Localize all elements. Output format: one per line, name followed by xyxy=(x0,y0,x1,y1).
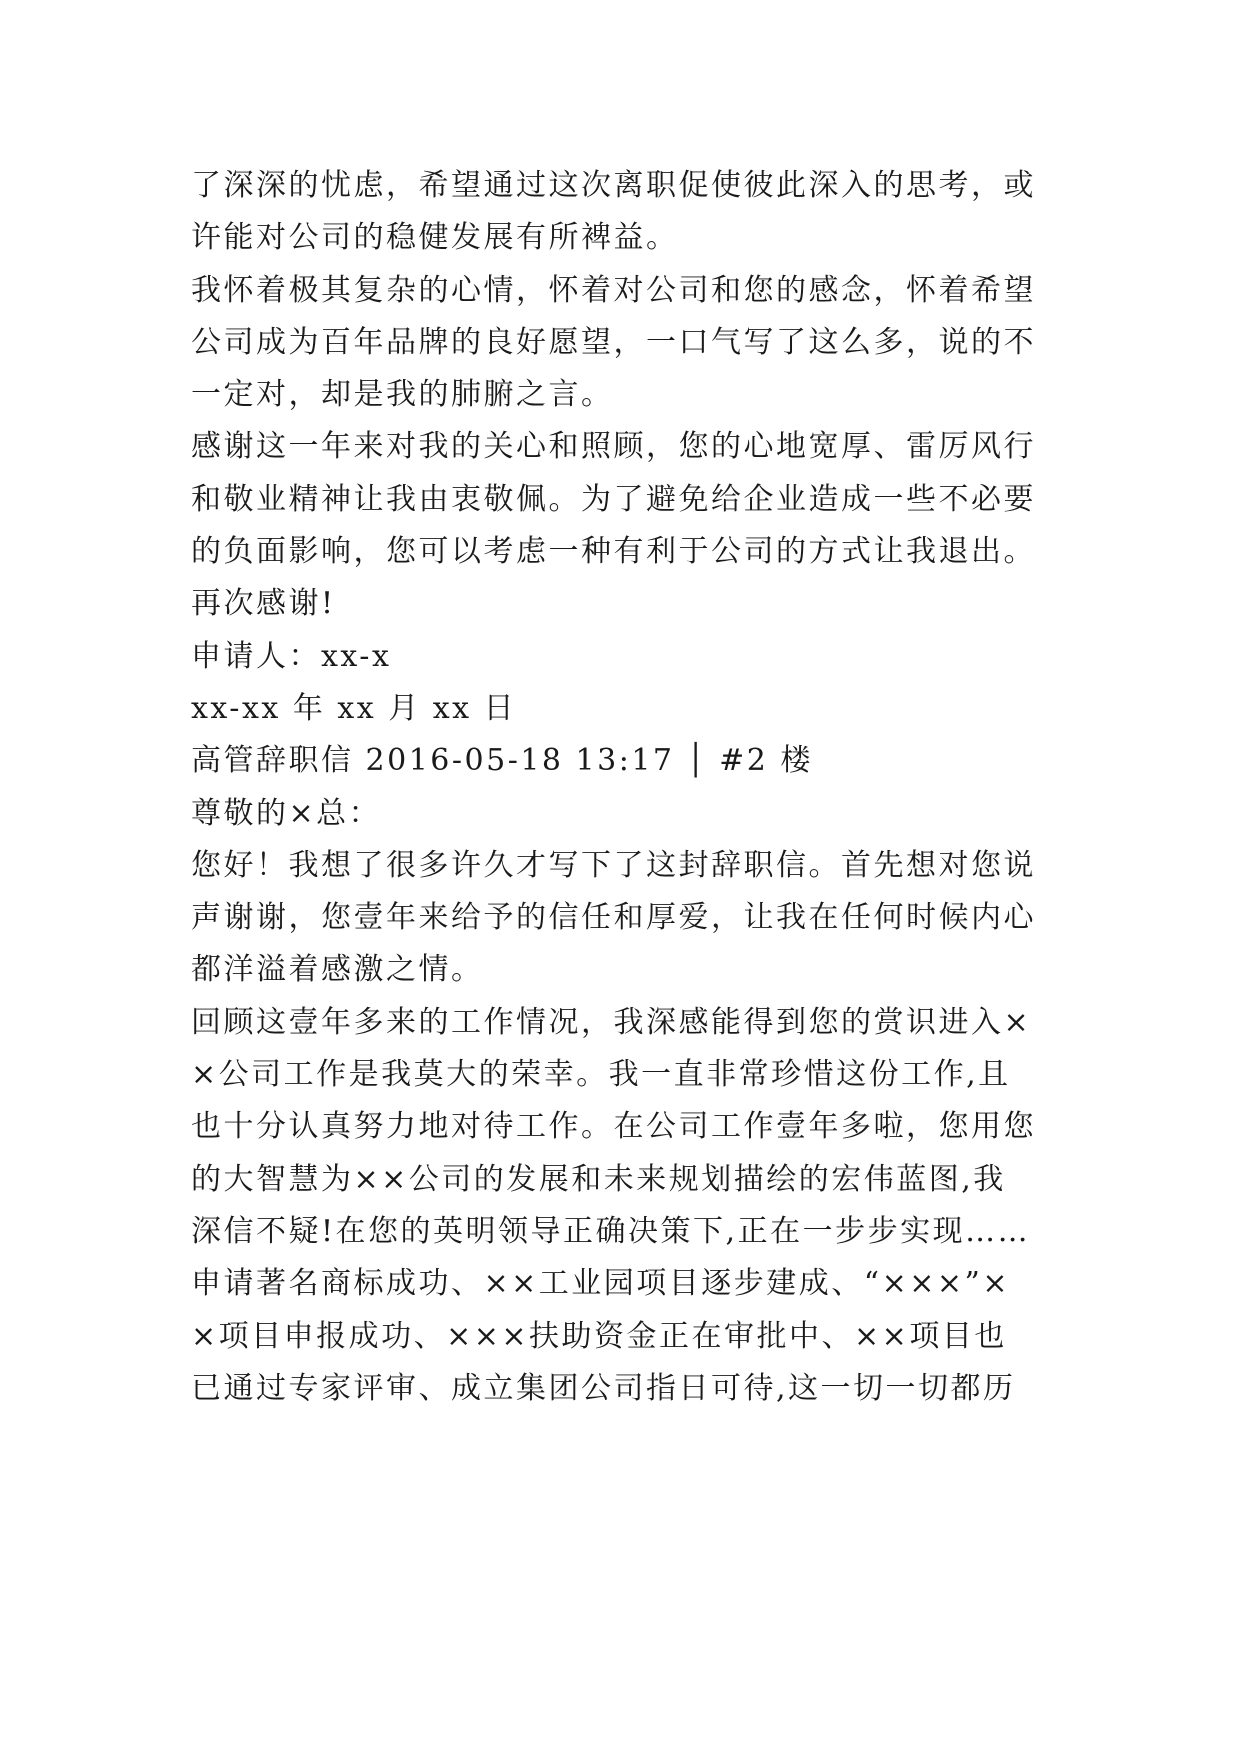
text-line: 许能对公司的稳健发展有所裨益。 xyxy=(191,220,679,256)
text-line: 一定对，却是我的肺腑之言。 xyxy=(191,377,614,413)
text-line: 回顾这壹年多来的工作情况，我深感能得到您的赏识进入× xyxy=(191,1004,1032,1040)
text-line: 也十分认真努力地对待工作。在公司工作壹年多啦，您用您 xyxy=(191,1109,1036,1145)
text-line: 声谢谢，您壹年来给予的信任和厚爱，让我在任何时候内心 xyxy=(191,900,1036,936)
text-line: 的负面影响，您可以考虑一种有利于公司的方式让我退出。 xyxy=(191,534,1036,570)
text-line: ×公司工作是我莫大的荣幸。我一直非常珍惜这份工作,且 xyxy=(191,1057,1011,1093)
text-line: 我怀着极其复杂的心情，怀着对公司和您的感念，怀着希望 xyxy=(191,272,1036,308)
text-line: 了深深的忧虑，希望通过这次离职促使彼此深入的思考，或 xyxy=(191,168,1036,203)
text-line: 再次感谢! xyxy=(191,586,336,622)
document-body xyxy=(191,160,1071,1415)
applicant-line: 申请人：xx-x xyxy=(191,638,392,674)
date-line: xx-xx 年 xx 月 xx 日 xyxy=(191,690,517,726)
text-line: 您好！我想了很多许久才写下了这封辞职信。首先想对您说 xyxy=(191,847,1036,883)
text-line: 的大智慧为××公司的发展和未来规划描绘的宏伟蓝图,我 xyxy=(191,1161,1006,1197)
text-line: 深信不疑!在您的英明领导正确决策下,正在一步步实现…… xyxy=(191,1213,1031,1249)
text-line: 申请著名商标成功、××工业园项目逐步建成、“×××”× xyxy=(191,1266,1010,1302)
text-line: 公司成为百年品牌的良好愿望，一口气写了这么多，说的不 xyxy=(191,324,1036,360)
text-line: 都洋溢着感激之情。 xyxy=(191,952,484,988)
text-line: 感谢这一年来对我的关心和照顾，您的心地宽厚、雷厉风行 xyxy=(191,429,1036,465)
text-line: 已通过专家评审、成立集团公司指日可待,这一切一切都历 xyxy=(191,1370,1016,1406)
text-line: 和敬业精神让我由衷敬佩。为了避免给企业造成一些不必要 xyxy=(191,481,1036,517)
salutation-line: 尊敬的×总： xyxy=(191,795,382,831)
text-line: ×项目申报成功、×××扶助资金正在审批中、××项目也 xyxy=(191,1318,1007,1354)
post-header-line: 高管辞职信 2016-05-18 13:17 │ #2 楼 xyxy=(191,743,813,779)
